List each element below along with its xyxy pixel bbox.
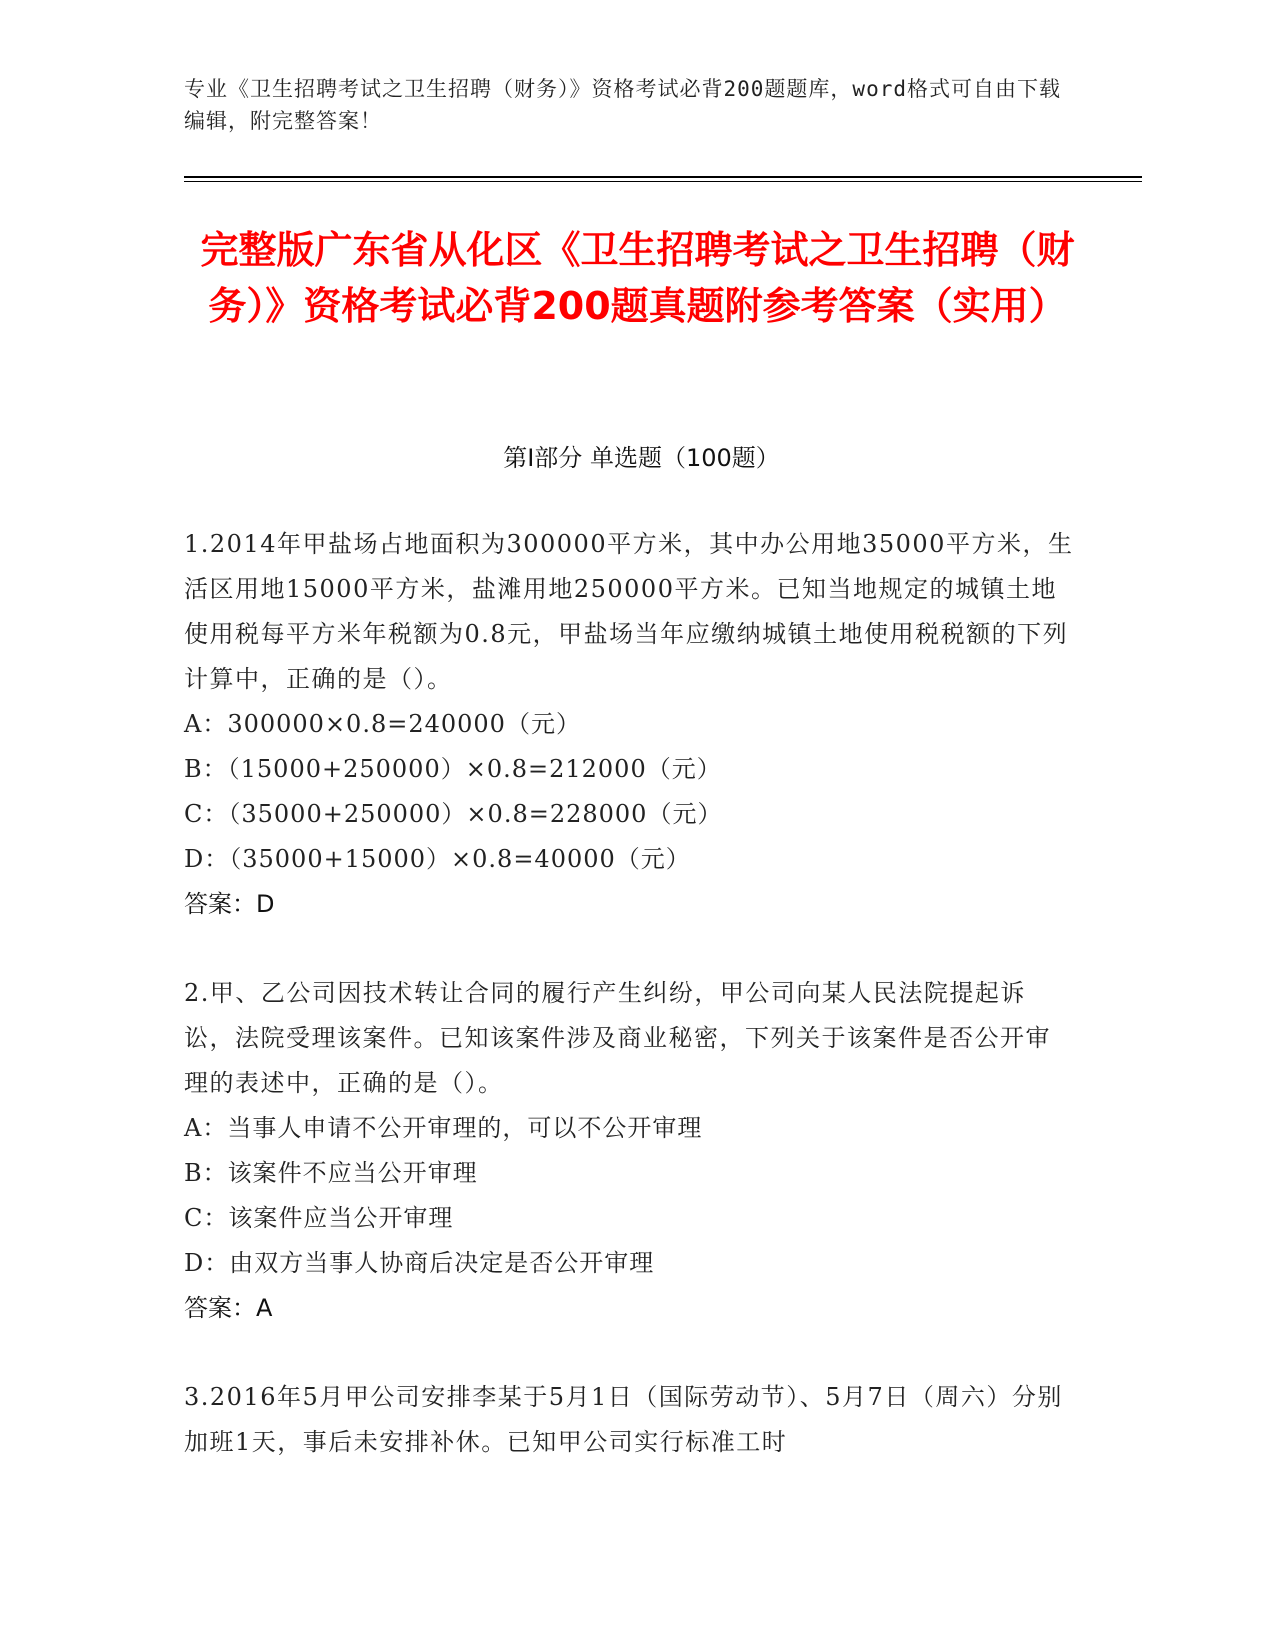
header-note: 专业《卫生招聘考试之卫生招聘（财务）》资格考试必背200题题库，word格式可自由下载编辑，附完整答案！	[184, 77, 1061, 133]
question-stem: 2.甲、乙公司因技术转让合同的履行产生纠纷，甲公司向某人民法院提起诉讼，法院受理该案件。已知该案件涉及商业秘密，下列关于该案件是否公开审理的表述中，正确的是（）。	[184, 979, 1051, 1097]
option-c: C：（35000+250000）×0.8=228000（元）	[184, 800, 723, 828]
option-a: A：300000×0.8=240000（元）	[184, 710, 581, 738]
answer: 答案：D	[184, 890, 275, 918]
option-b: B：该案件不应当公开审理	[184, 1159, 478, 1187]
option-c: C：该案件应当公开审理	[184, 1204, 454, 1232]
header-rule-thin	[184, 181, 1142, 182]
document-title: 完整版广东省从化区《卫生招聘考试之卫生招聘（财务）》资格考试必背200题真题附参考答案（实用）	[200, 228, 1075, 328]
option-a: A：当事人申请不公开审理的，可以不公开审理	[184, 1114, 703, 1142]
answer: 答案：A	[184, 1294, 273, 1322]
option-b: B：（15000+250000）×0.8=212000（元）	[184, 755, 722, 783]
question-1	[184, 522, 1074, 927]
option-d: D：（35000+15000）×0.8=40000（元）	[184, 845, 691, 873]
question-2	[184, 971, 1074, 1331]
question-list	[184, 522, 1074, 1509]
section-title: 第I部分 单选题（100题）	[503, 444, 780, 472]
header-rule-thick	[184, 176, 1142, 178]
question-stem: 3.2016年5月甲公司安排李某于5月1日（国际劳动节）、5月7日（周六）分别加班1天，事后未安排补休。已知甲公司实行标准工时	[184, 1383, 1063, 1456]
question-3	[184, 1375, 1074, 1465]
option-d: D：由双方当事人协商后决定是否公开审理	[184, 1249, 655, 1277]
question-stem: 1.2014年甲盐场占地面积为300000平方米，其中办公用地35000平方米，生活区用地15000平方米，盐滩用地250000平方米。已知当地规定的城镇土地使用税每平方米年税额为0.8元，甲盐场当年应缴纳城镇土地使用税税额的下列计算中，正确的是（）。	[184, 530, 1074, 693]
